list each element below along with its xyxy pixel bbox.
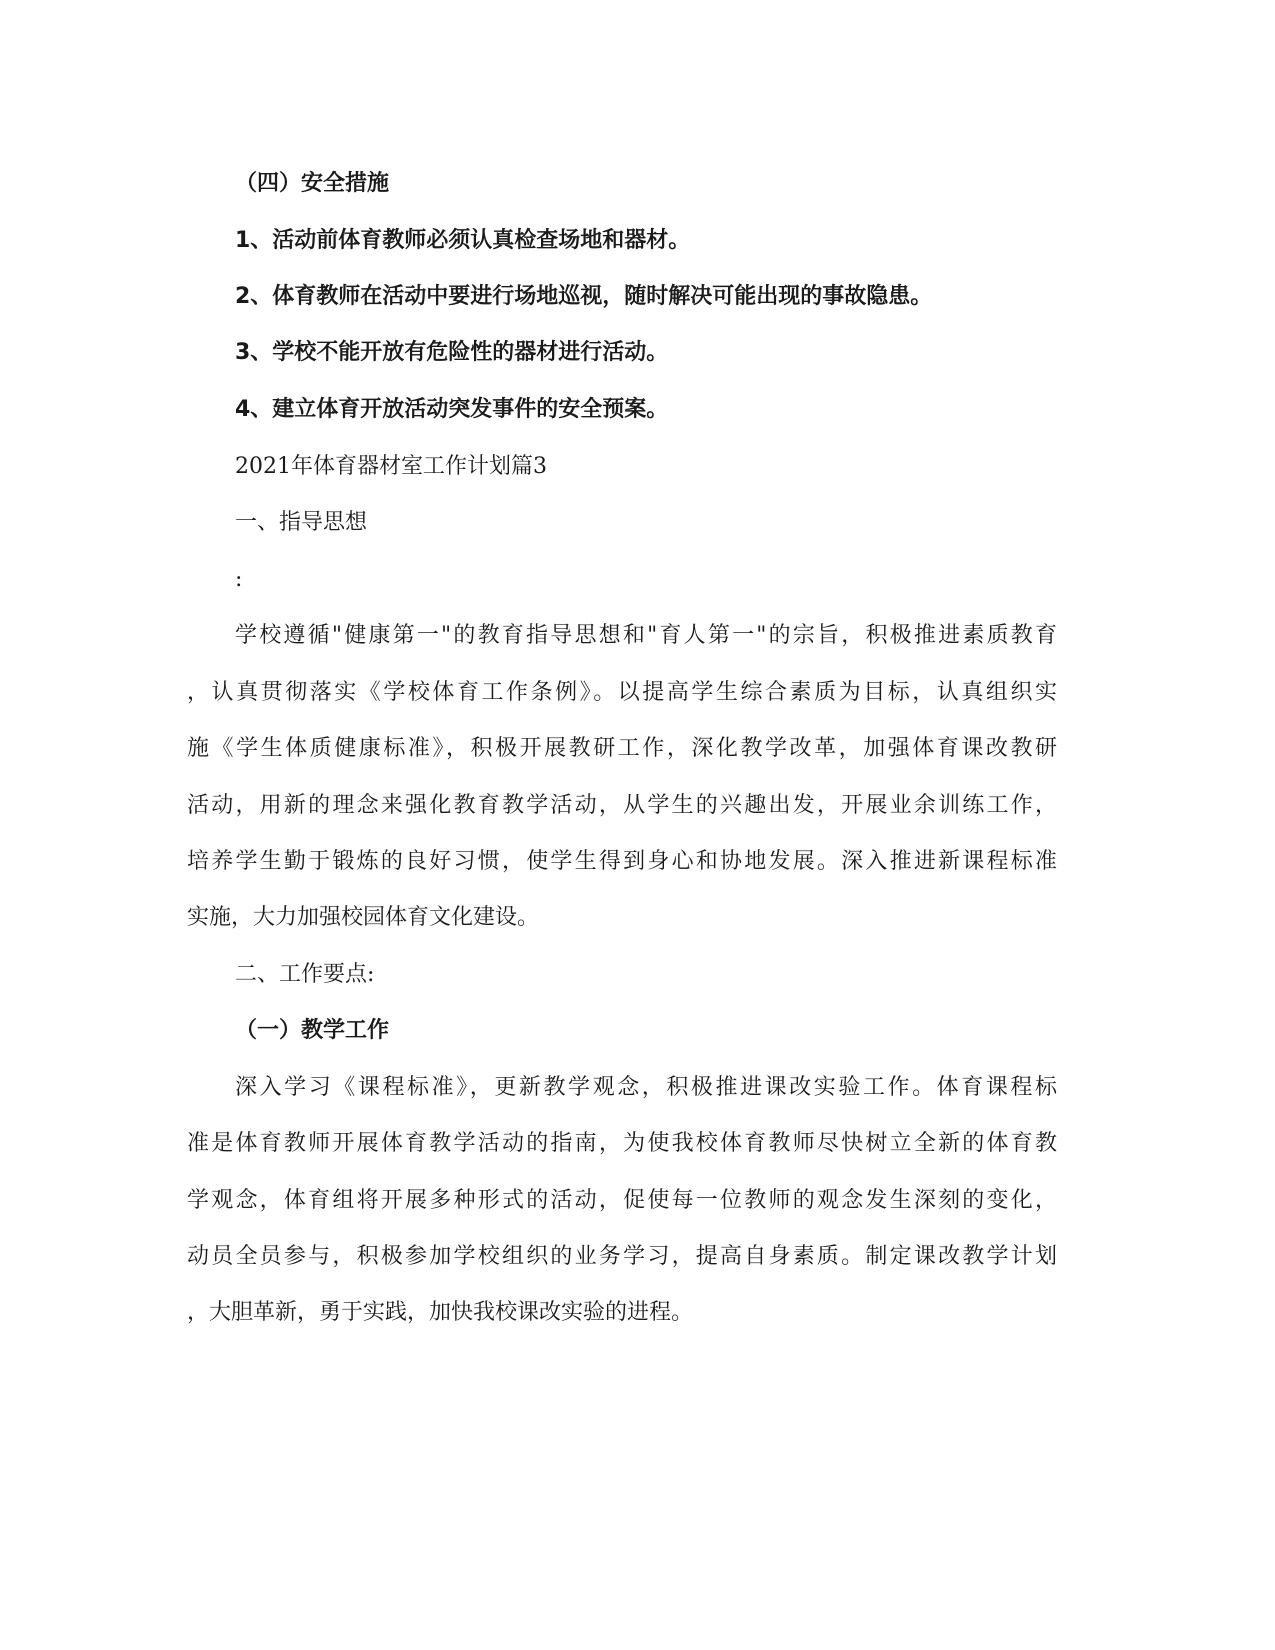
guiding-paragraph-line-6: 实施，大力加强校园体育文化建设。 [187,905,540,930]
teaching-paragraph-line-2: 准是体育教师开展体育教学活动的指南，为使我校体育教师尽快树立全新的体育教 [187,1131,1057,1156]
stray-colon: : [235,567,243,592]
safety-item-1: 1、活动前体育教师必须认真检查场地和器材。 [235,228,691,253]
guiding-paragraph-line-1: 学校遵循"健康第一"的教育指导思想和"育人第一"的宗旨，积极推进素质教育 [235,623,1057,648]
teaching-paragraph-line-3: 学观念，体育组将开展多种形式的活动，促使每一位教师的观念发生深刻的变化， [187,1188,1057,1213]
work-points-heading: 二、工作要点: [235,962,375,987]
teaching-paragraph-line-4: 动员全员参与，积极参加学校组织的业务学习，提高自身素质。制定课改教学计划 [187,1244,1057,1269]
section-heading-safety-measures: （四）安全措施 [235,171,390,196]
teaching-paragraph-line-5: ，大胆革新，勇于实践，加快我校课改实验的进程。 [187,1300,694,1325]
guiding-ideology-heading: 一、指导思想 [235,510,368,535]
guiding-paragraph-line-2: ，认真贯彻落实《学校体育工作条例》。以提高学生综合素质为目标，认真组织实 [187,680,1057,705]
safety-item-4: 4、建立体育开放活动突发事件的安全预案。 [235,397,669,422]
guiding-paragraph-line-5: 培养学生勤于锻炼的良好习惯，使学生得到身心和协地发展。深入推进新课程标准 [187,849,1057,874]
teaching-work-heading: （一）教学工作 [235,1018,390,1043]
teaching-paragraph-line-1: 深入学习《课程标准》，更新教学观念，积极推进课改实验工作。体育课程标 [235,1075,1057,1100]
plan-title: 2021年体育器材室工作计划篇3 [235,454,547,479]
safety-item-3: 3、学校不能开放有危险性的器材进行活动。 [235,340,669,365]
safety-item-2: 2、体育教师在活动中要进行场地巡视，随时解决可能出现的事故隐患。 [235,284,933,309]
guiding-paragraph-line-3: 施《学生体质健康标准》，积极开展教研工作，深化教学改革，加强体育课改教研 [187,736,1057,761]
guiding-paragraph-line-4: 活动，用新的理念来强化教育教学活动，从学生的兴趣出发，开展业余训练工作， [187,793,1057,818]
